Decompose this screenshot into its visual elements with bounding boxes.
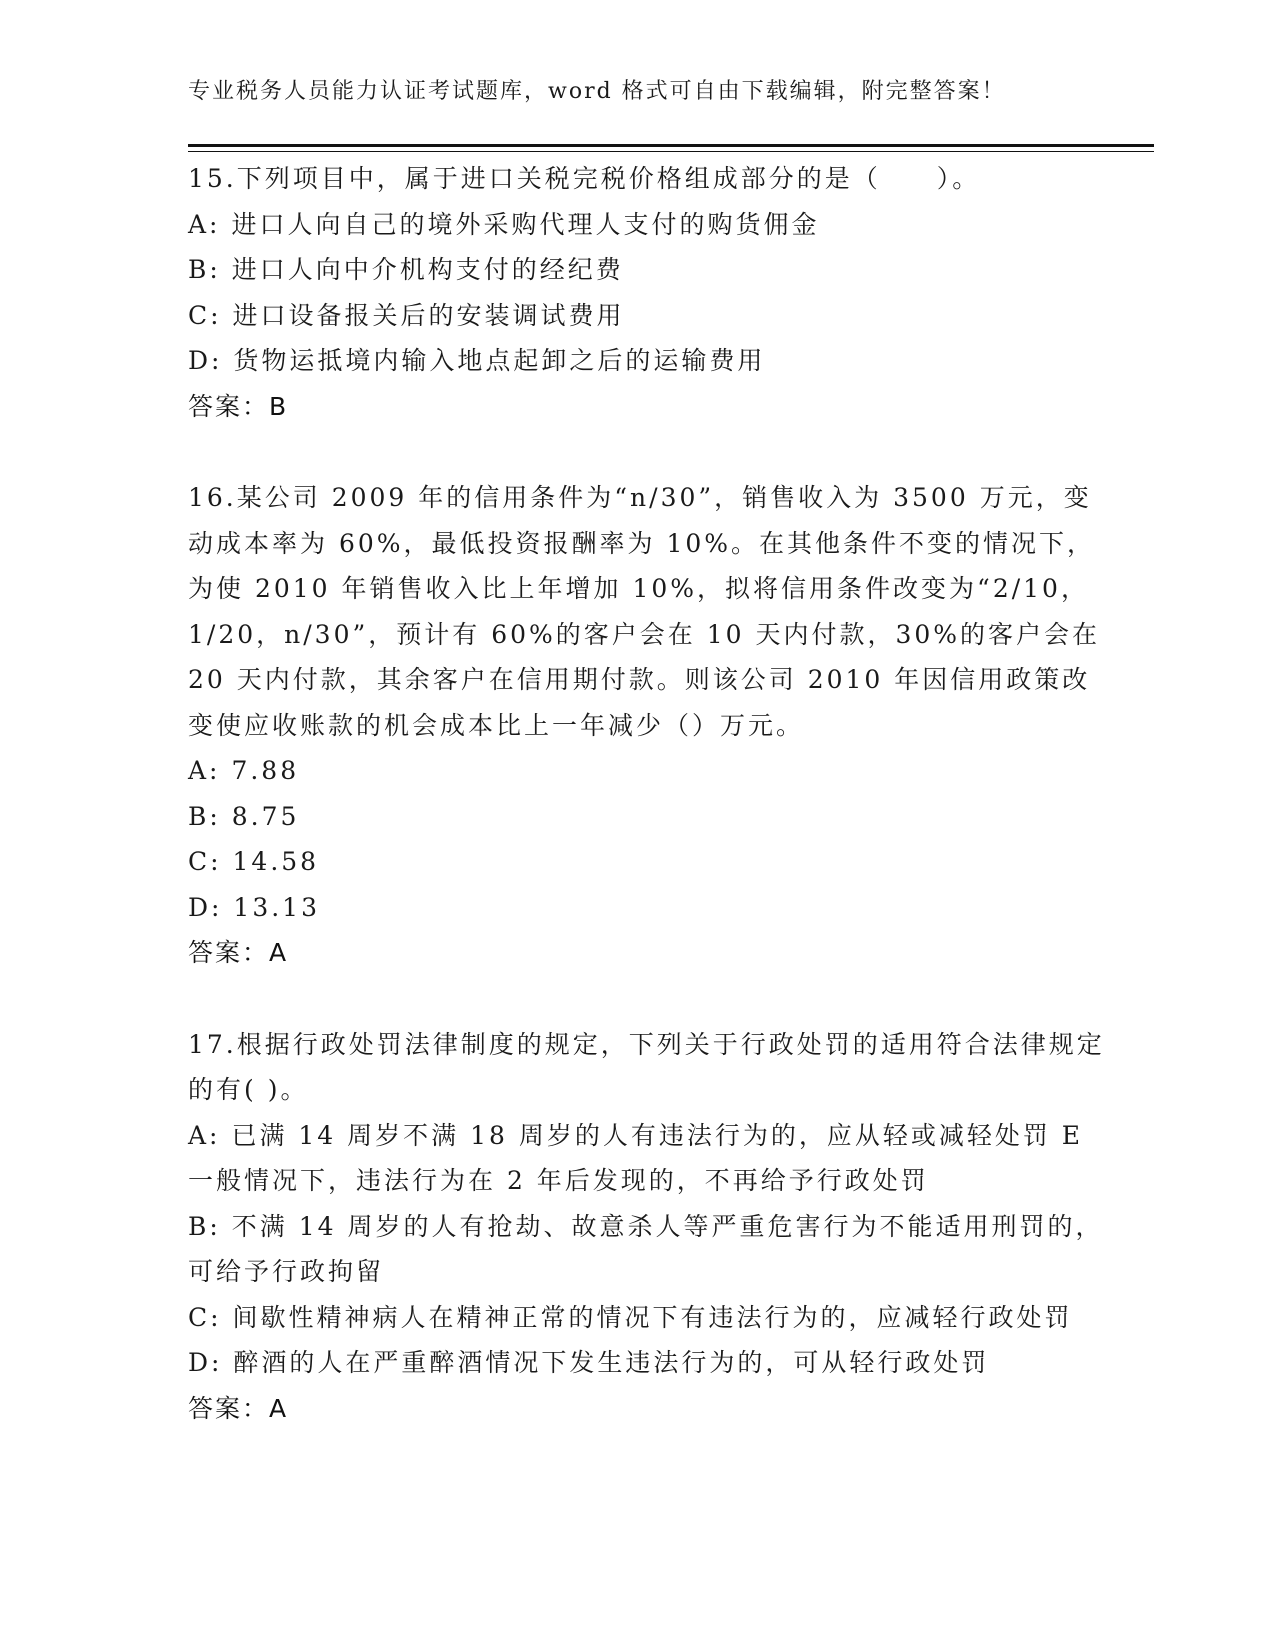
header-rule-thin bbox=[188, 151, 1154, 152]
option-text: 不满 14 周岁的人有抢劫、故意杀人等严重危害行为不能适用刑罚的，可给予行政拘留 bbox=[188, 1211, 1104, 1286]
option-label: A: bbox=[188, 756, 221, 785]
option-text: 间歇性精神病人在精神正常的情况下有违法行为的，应减轻行政处罚 bbox=[232, 1302, 1073, 1332]
option-label: B: bbox=[188, 801, 221, 831]
spacer bbox=[188, 429, 1108, 475]
page-header: 专业税务人员能力认证考试题库，word 格式可自由下载编辑，附完整答案！ bbox=[188, 79, 1006, 104]
option-label: B: bbox=[188, 255, 221, 284]
option-label: C: bbox=[188, 1302, 222, 1332]
answer-line: 答案：A bbox=[188, 938, 289, 967]
option-a bbox=[188, 1113, 1108, 1204]
option-d bbox=[188, 885, 1108, 931]
option-label: C: bbox=[188, 300, 222, 330]
option-text: 13.13 bbox=[233, 892, 320, 922]
option-label: C: bbox=[188, 847, 222, 876]
option-text: 已满 14 周岁不满 18 周岁的人有违法行为的，应从轻或减轻处罚 E 一般情况下，违法行为在 2 年后发现的，不再给予行政处罚 bbox=[188, 1120, 1084, 1195]
option-text: 进口人向自己的境外采购代理人支付的购货佣金 bbox=[231, 209, 820, 239]
header-rule-thick bbox=[188, 144, 1154, 147]
question-list bbox=[188, 156, 1108, 1431]
option-label: D: bbox=[188, 1348, 223, 1377]
spacer bbox=[188, 976, 1108, 1022]
option-c bbox=[188, 839, 1108, 885]
option-d bbox=[188, 1340, 1108, 1386]
option-label: A: bbox=[188, 209, 221, 239]
option-b bbox=[188, 794, 1108, 840]
question-15 bbox=[188, 156, 1108, 429]
question-stem: 16.某公司 2009 年的信用条件为“n/30”，销售收入为 3500 万元，变动成本率为 60%，最低投资报酬率为 10%。在其他条件不变的情况下，为使 2010 年销售收入比上年增加 10%，拟将信用条件改变为“2/10，1/20，n/30”，预计有 60%的客户会在 10 天内付款，30%的客户会在 20 天内付款，其余客户在信用期付款。则该公司 2010 年因信用政策改变使应收账款的机会成本比上一年减少（）万元。 bbox=[188, 483, 1101, 740]
option-a bbox=[188, 202, 1108, 248]
option-label: D: bbox=[188, 346, 223, 375]
answer-line: 答案：B bbox=[188, 391, 289, 421]
question-16 bbox=[188, 475, 1108, 976]
option-label: A: bbox=[188, 1120, 221, 1150]
option-label: B: bbox=[188, 1211, 221, 1241]
question-stem: 17.根据行政处罚法律制度的规定，下列关于行政处罚的适用符合法律规定的有( )。 bbox=[188, 1029, 1105, 1104]
option-b bbox=[188, 1204, 1108, 1295]
option-text: 8.75 bbox=[231, 801, 300, 831]
option-text: 醉酒的人在严重醉酒情况下发生违法行为的，可从轻行政处罚 bbox=[233, 1348, 990, 1377]
option-text: 进口人向中介机构支付的经纪费 bbox=[231, 255, 624, 284]
option-c bbox=[188, 1295, 1108, 1341]
option-a bbox=[188, 748, 1108, 794]
answer-line: 答案：A bbox=[188, 1393, 289, 1423]
option-d bbox=[188, 338, 1108, 384]
question-stem: 15.下列项目中，属于进口关税完税价格组成部分的是（ ）。 bbox=[188, 164, 981, 193]
option-label: D: bbox=[188, 892, 223, 922]
option-text: 14.58 bbox=[232, 847, 320, 876]
option-text: 进口设备报关后的安装调试费用 bbox=[232, 300, 625, 330]
option-c bbox=[188, 293, 1108, 339]
option-text: 7.88 bbox=[231, 756, 300, 785]
option-b bbox=[188, 247, 1108, 293]
option-text: 货物运抵境内输入地点起卸之后的运输费用 bbox=[233, 346, 766, 375]
question-17 bbox=[188, 1022, 1108, 1432]
